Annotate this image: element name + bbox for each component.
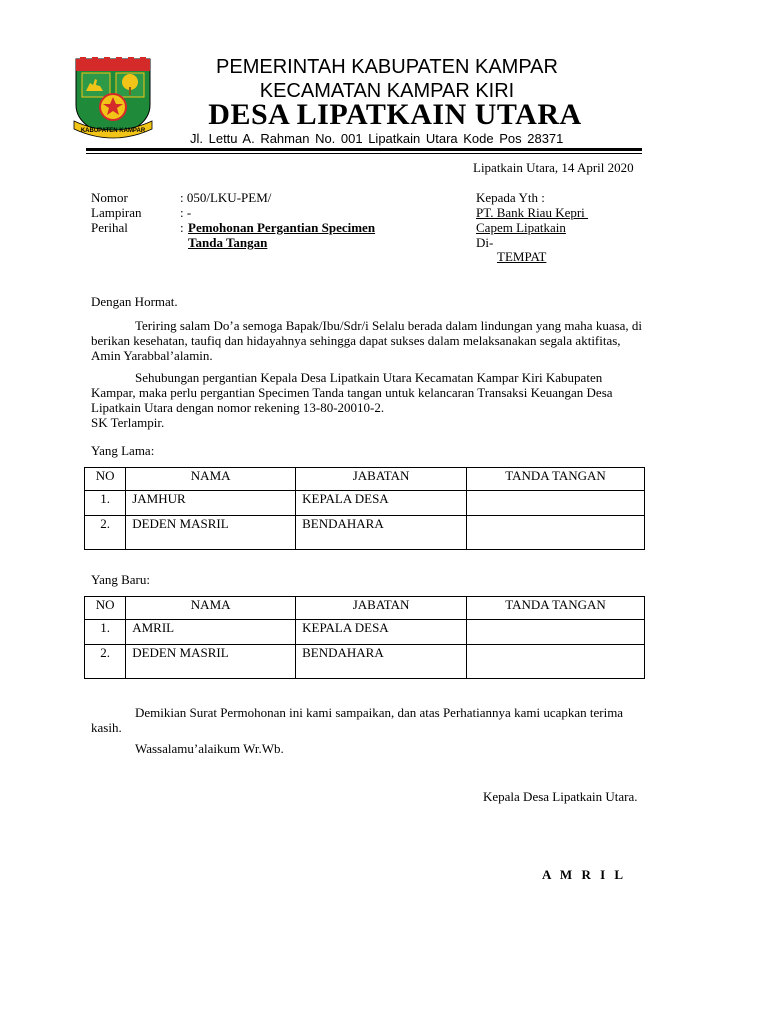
row-signature-cell (467, 516, 645, 550)
paragraph2-line4: SK Terlampir. (91, 415, 165, 430)
table-header-row (85, 597, 645, 620)
nomor-label: Nomor (91, 190, 128, 205)
signer-title: Kepala Desa Lipatkain Utara. (483, 789, 638, 804)
nomor-value: : 050/LKU-PEM/ (180, 190, 272, 205)
paragraph2-line2: Kampar, maka perlu pergantian Specimen Tanda tangan untuk kelancaran Transaksi Keuangan Desa (91, 385, 613, 400)
row-signature-cell (467, 645, 645, 679)
district-heading: KECAMATAN KAMPAR KIRI (259, 80, 515, 102)
perihal-colon: : (180, 220, 187, 235)
table-row (85, 620, 645, 645)
paragraph2-line1: Sehubungan pergantian Kepala Desa Lipatkain Utara Kecamatan Kampar Kiri Kabupaten (135, 370, 603, 385)
paragraph1-line3: Amin Yarabbal’alamin. (91, 348, 213, 363)
row-nama: AMRIL (126, 620, 296, 645)
header-no: NO (85, 597, 126, 620)
greeting: Dengan Hormat. (91, 294, 178, 309)
government-heading: PEMERINTAH KABUPATEN KAMPAR (216, 56, 558, 78)
table-row (85, 516, 645, 550)
new-officials-label: Yang Baru: (91, 572, 150, 587)
old-officials-table (84, 467, 645, 550)
address-line: Jl. Lettu A. Rahman No. 001 Lipatkain Utara Kode Pos 28371 (190, 131, 564, 146)
new-officials-table (84, 596, 645, 679)
letterhead-rule-thick (86, 148, 642, 151)
row-no: 2. (85, 516, 126, 550)
kampar-regency-emblem (70, 55, 156, 141)
recipient-bank: PT. Bank Riau Kepri (476, 205, 589, 220)
village-heading: DESA LIPATKAIN UTARA (208, 98, 582, 131)
row-nama: JAMHUR (126, 491, 296, 516)
row-no: 1. (85, 620, 126, 645)
paragraph1-line1: Teriring salam Do’a semoga Bapak/Ibu/Sdr/i Selalu berada dalam lindungan yang maha kuasa, di (135, 318, 643, 333)
row-jabatan: BENDAHARA (296, 645, 467, 679)
row-jabatan: KEPALA DESA (296, 491, 467, 516)
lampiran-value: : - (180, 205, 192, 220)
row-jabatan: BENDAHARA (296, 516, 467, 550)
row-signature-cell (467, 491, 645, 516)
closing-line1: Demikian Surat Permohonan ini kami sampaikan, dan atas Perhatiannya kami ucapkan terima (135, 705, 624, 720)
header-tanda-tangan: TANDA TANGAN (467, 597, 645, 620)
recipient-place: TEMPAT (497, 249, 547, 264)
signer-name: A M R I L (542, 867, 627, 882)
header-nama: NAMA (126, 597, 296, 620)
header-nama: NAMA (126, 468, 296, 491)
header-tanda-tangan: TANDA TANGAN (467, 468, 645, 491)
salutation: Wassalamu’alaikum Wr.Wb. (135, 741, 284, 756)
perihal-value-line1: Pemohonan Pergantian Specimen (188, 220, 376, 235)
table-header-row (85, 468, 645, 491)
header-jabatan: JABATAN (296, 597, 467, 620)
row-no: 1. (85, 491, 126, 516)
table-row (85, 645, 645, 679)
perihal-value-line2: Tanda Tangan (188, 235, 268, 250)
row-signature-cell (467, 620, 645, 645)
paragraph1-line2: berikan kesehatan, taufiq dan hidayahnya sehingga dapat sukses dalam melaksanakan segala aktifitas, (91, 333, 621, 348)
row-nama: DEDEN MASRIL (126, 516, 296, 550)
paragraph2-line3: Lipatkain Utara dengan nomor rekening 13-80-20010-2. (91, 400, 385, 415)
letterhead-rule-thin (86, 153, 642, 154)
lampiran-label: Lampiran (91, 205, 142, 220)
row-no: 2. (85, 645, 126, 679)
header-jabatan: JABATAN (296, 468, 467, 491)
recipient-greeting: Kepada Yth : (476, 190, 545, 205)
recipient-branch: Capem Lipatkain (476, 220, 566, 235)
table-row (85, 491, 645, 516)
old-officials-label: Yang Lama: (91, 443, 155, 458)
perihal-label: Perihal (91, 220, 128, 235)
header-no: NO (85, 468, 126, 491)
row-nama: DEDEN MASRIL (126, 645, 296, 679)
date-line: Lipatkain Utara, 14 April 2020 (473, 160, 634, 175)
row-jabatan: KEPALA DESA (296, 620, 467, 645)
recipient-di: Di- (476, 235, 494, 250)
svg-text:KABUPATEN KAMPAR: KABUPATEN KAMPAR (80, 128, 146, 134)
closing-line2: kasih. (91, 720, 122, 735)
